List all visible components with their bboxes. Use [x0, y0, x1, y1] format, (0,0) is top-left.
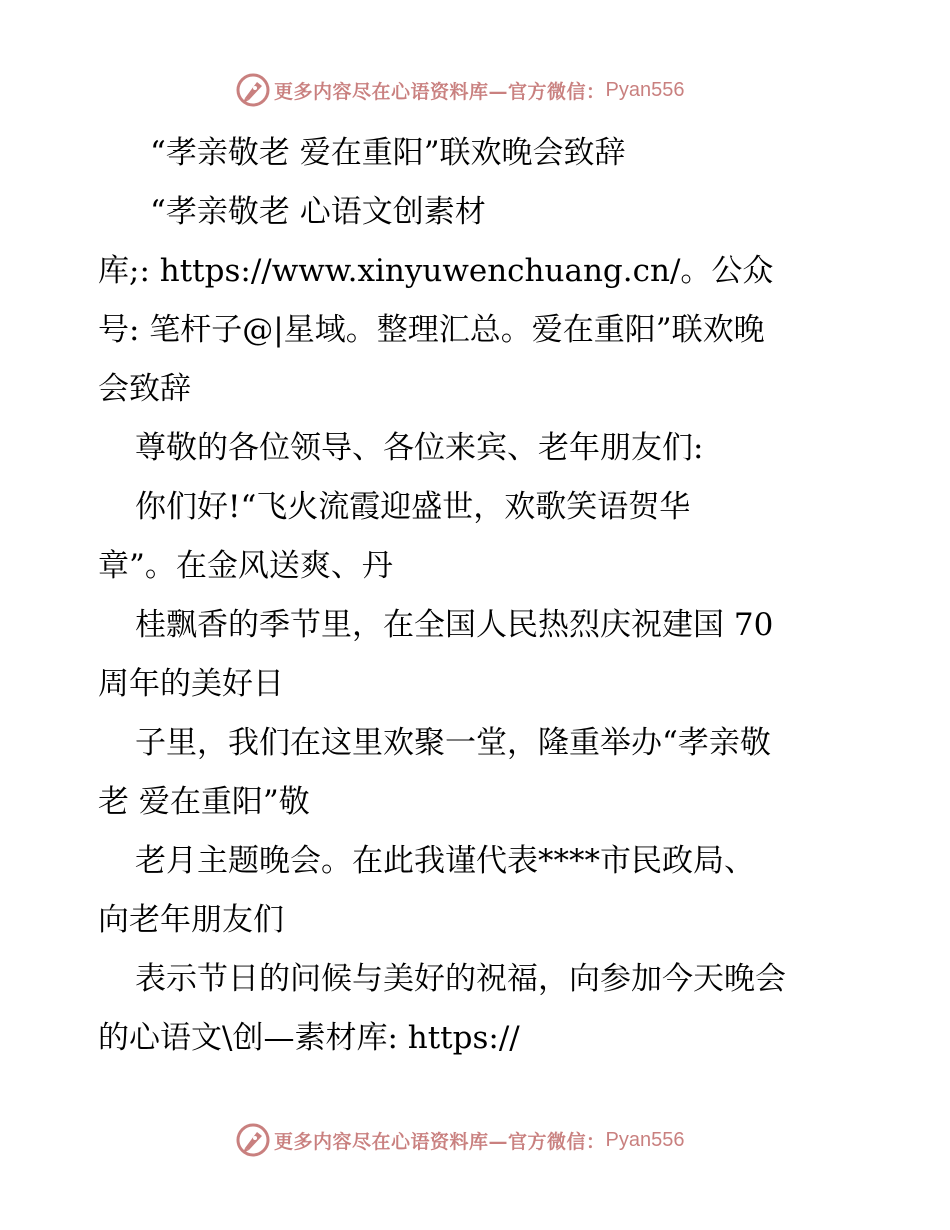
doc-line: 的心语文\创—素材库: https:// — [98, 1020, 520, 1056]
doc-title: “孝亲敬老 爱在重阳”联欢晚会致辞 — [150, 135, 626, 171]
doc-line: 老月主题晚会。在此我谨代表****市民政局、 — [135, 843, 755, 879]
document-body — [98, 124, 858, 1068]
watermark-text: 更多内容尽在心语资料库—官方微信： — [274, 1130, 606, 1153]
doc-line: 老 爱在重阳”敬 — [98, 784, 310, 820]
doc-line: 桂飘香的季节里，在全国人民热烈庆祝建国 70 — [135, 607, 774, 643]
doc-line: 库;: https://www.xinyuwenchuang.cn/。公众 — [98, 253, 774, 289]
pen-nib-icon — [236, 1123, 270, 1157]
doc-line: 你们好!“飞火流霞迎盛世，欢歌笑语贺华 — [135, 489, 691, 525]
doc-line: 会致辞 — [98, 371, 191, 407]
doc-line: “孝亲敬老 心语文创素材 — [150, 194, 486, 230]
doc-line: 子里，我们在这里欢聚一堂，隆重举办“孝亲敬 — [135, 725, 771, 761]
doc-line: 周年的美好日 — [98, 666, 284, 702]
doc-line: 表示节日的问候与美好的祝福，向参加今天晚会 — [135, 961, 786, 997]
doc-line: 章”。在金风送爽、丹 — [98, 548, 393, 584]
watermark-wechat-id: Pyan556 — [605, 78, 685, 101]
footer-watermark — [236, 1122, 716, 1158]
doc-line: 尊敬的各位领导、各位来宾、老年朋友们: — [135, 430, 704, 466]
header-watermark — [236, 72, 716, 108]
doc-line: 号: 笔杆子@|星域。整理汇总。爱在重阳”联欢晚 — [98, 312, 765, 348]
pen-nib-icon — [236, 73, 270, 107]
doc-line: 向老年朋友们 — [98, 902, 284, 938]
watermark-text: 更多内容尽在心语资料库—官方微信： — [274, 80, 606, 103]
watermark-wechat-id: Pyan556 — [605, 1128, 685, 1151]
